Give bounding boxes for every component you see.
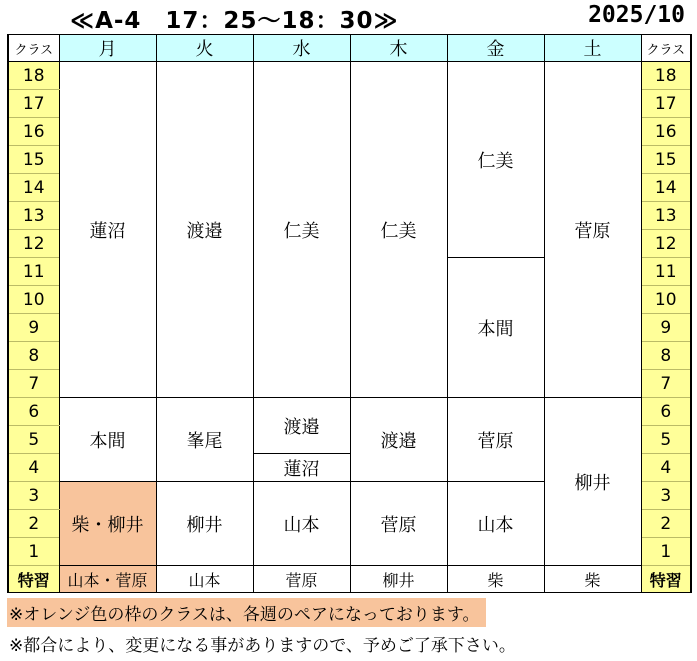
schedule-date: 2025/10 [588, 2, 685, 28]
day-header-fri: 金 [447, 35, 544, 62]
class-number-left: 10 [8, 286, 59, 314]
class-number-right: 13 [641, 202, 691, 230]
special-class-sat: 柴 [544, 566, 641, 593]
class-number-left: 14 [8, 174, 59, 202]
class-number-right: 15 [641, 146, 691, 174]
class-number-left: 15 [8, 146, 59, 174]
slot-fri-low: 山本 [447, 482, 544, 566]
day-header-sat: 土 [544, 35, 641, 62]
schedule-title: ≪A-4 17：25〜18：30≫ [70, 8, 399, 34]
special-class-label-right: 特習 [641, 566, 691, 593]
class-number-right: 17 [641, 90, 691, 118]
slot-thu-upper: 仁美 [350, 62, 447, 398]
header [0, 0, 697, 34]
special-class-wed: 菅原 [253, 566, 350, 593]
class-number-right: 7 [641, 370, 691, 398]
class-number-right: 2 [641, 510, 691, 538]
class-number-right: 3 [641, 482, 691, 510]
class-number-right: 5 [641, 426, 691, 454]
slot-tue-low: 柳井 [156, 482, 253, 566]
slot-wed-mid-a: 渡邉 [253, 398, 350, 454]
slot-wed-low: 山本 [253, 482, 350, 566]
slot-thu-mid: 渡邉 [350, 398, 447, 482]
special-class-tue: 山本 [156, 566, 253, 593]
class-number-left: 13 [8, 202, 59, 230]
class-number-left: 1 [8, 538, 59, 566]
day-header-mon: 月 [59, 35, 156, 62]
class-number-left: 7 [8, 370, 59, 398]
slot-sat-low: 柳井 [544, 398, 641, 566]
class-number-left: 6 [8, 398, 59, 426]
class-number-left: 11 [8, 258, 59, 286]
special-class-mon: 山本・菅原 [59, 566, 156, 593]
class-number-right: 18 [641, 62, 691, 90]
slot-wed-mid-b: 蓮沼 [253, 454, 350, 482]
class-number-left: 12 [8, 230, 59, 258]
class-number-right: 9 [641, 314, 691, 342]
class-number-left: 8 [8, 342, 59, 370]
slot-sat-upper: 菅原 [544, 62, 641, 398]
class-number-left: 3 [8, 482, 59, 510]
class-number-right: 1 [641, 538, 691, 566]
schedule-table [7, 34, 692, 593]
corner-label-right: クラス [641, 35, 691, 62]
class-number-right: 11 [641, 258, 691, 286]
class-number-left: 5 [8, 426, 59, 454]
class-number-right: 8 [641, 342, 691, 370]
special-class-thu: 柳井 [350, 566, 447, 593]
day-header-thu: 木 [350, 35, 447, 62]
class-number-right: 10 [641, 286, 691, 314]
class-number-left: 2 [8, 510, 59, 538]
slot-tue-mid: 峯尾 [156, 398, 253, 482]
slot-thu-low: 菅原 [350, 482, 447, 566]
slot-fri-top: 仁美 [447, 62, 544, 258]
class-number-left: 17 [8, 90, 59, 118]
class-number-left: 16 [8, 118, 59, 146]
class-number-left: 9 [8, 314, 59, 342]
slot-mon-low: 柴・柳井 [59, 482, 156, 566]
special-class-fri: 柴 [447, 566, 544, 593]
class-number-right: 16 [641, 118, 691, 146]
slot-wed-upper: 仁美 [253, 62, 350, 398]
day-header-wed: 水 [253, 35, 350, 62]
class-number-left: 4 [8, 454, 59, 482]
slot-fri-lowmid: 菅原 [447, 398, 544, 482]
class-number-left: 18 [8, 62, 59, 90]
slot-mon-mid: 本間 [59, 398, 156, 482]
slot-fri-mid: 本間 [447, 258, 544, 398]
day-header-tue: 火 [156, 35, 253, 62]
slot-tue-upper: 渡邉 [156, 62, 253, 398]
class-number-right: 4 [641, 454, 691, 482]
class-number-right: 12 [641, 230, 691, 258]
class-number-right: 14 [641, 174, 691, 202]
corner-label-left: クラス [8, 35, 59, 62]
class-number-right: 6 [641, 398, 691, 426]
slot-mon-upper: 蓮沼 [59, 62, 156, 398]
notes [7, 598, 516, 656]
special-class-label-left: 特習 [8, 566, 59, 593]
note-schedule-changes: ※都合により、変更になる事がありますので、予めご了承下さい。 [9, 636, 516, 656]
note-pair-classes: ※オレンジ色の枠のクラスは、各週のペアになっております。 [7, 598, 486, 627]
